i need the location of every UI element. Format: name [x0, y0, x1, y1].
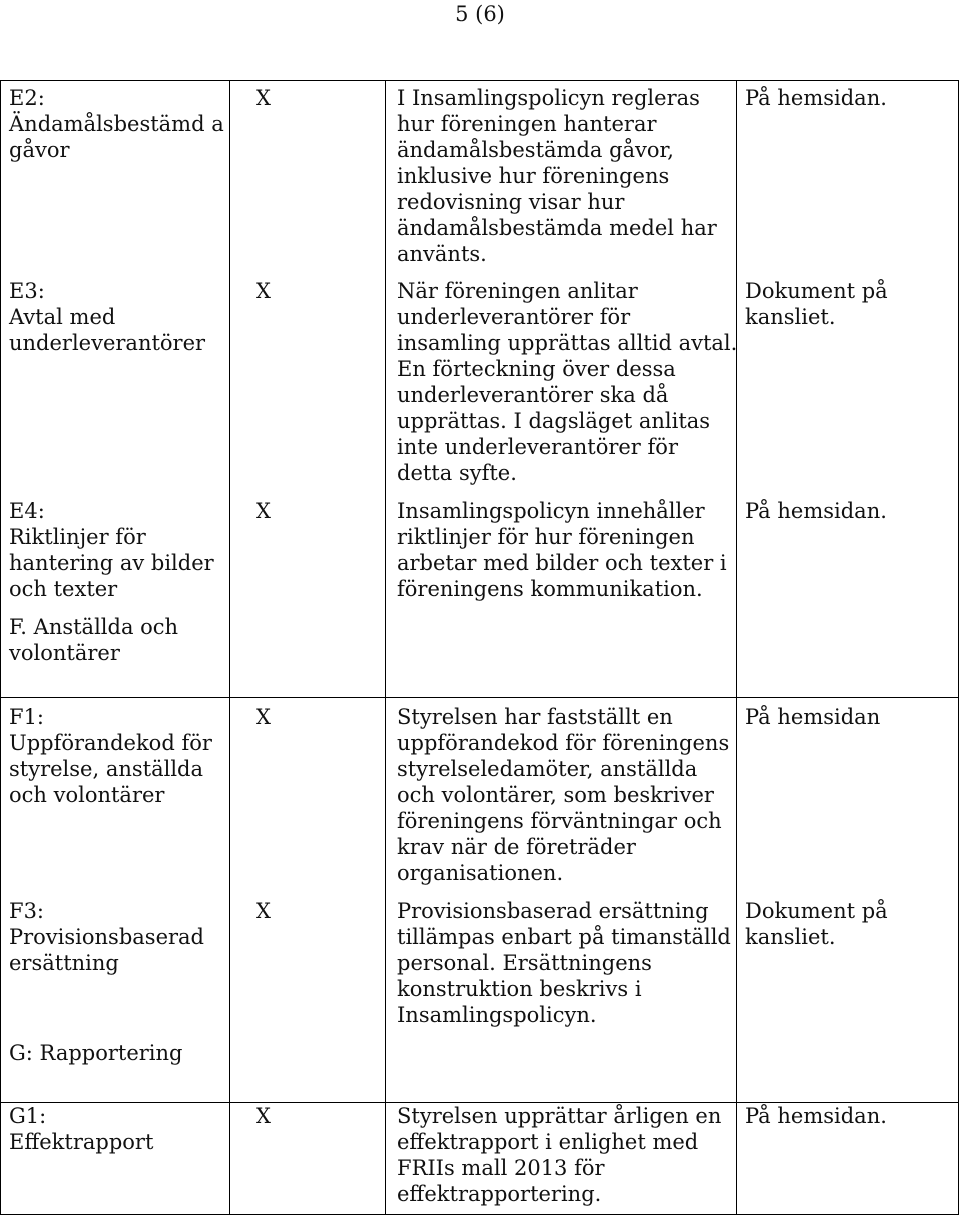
- section-heading: G: Rapportering: [9, 1041, 183, 1065]
- row-description: Provisionsbaserad ersättning tillämpas enbart på timanställd personal. Ersättningens konstruktion beskrivs i Insamlingspolicyn.: [397, 899, 731, 1027]
- row-description: När föreningen anlitar underleverantörer för insamling upprättas alltid avtal. En förteckning över dessa underleverantörer ska då upprättas. I dagsläget anlitas inte underleverantörer för detta syfte.: [397, 279, 738, 485]
- row-title: Avtal med underleverantörer: [9, 305, 206, 355]
- row-title: Uppförandekod för styrelse, anställda och volontärer: [9, 731, 212, 807]
- row-description: I Insamlingspolicyn regleras hur föreningen hanterar ändamålsbestämda gåvor, inklusive hur föreningens redovisning visar hur ändamålsbestämda medel har använts.: [397, 86, 717, 266]
- row-description: Insamlingspolicyn innehåller riktlinjer för hur föreningen arbetar med bilder och texter i föreningens kommunikation.: [397, 499, 727, 601]
- row-code: F1:: [9, 705, 45, 729]
- page-number: 5 (6): [455, 2, 505, 26]
- row-mark: X: [256, 1104, 271, 1128]
- row-location: På hemsidan: [745, 705, 881, 729]
- row-code: G1:: [9, 1104, 47, 1128]
- row-code: E3:: [9, 279, 45, 303]
- row-location: På hemsidan.: [745, 1104, 887, 1128]
- row-mark: X: [256, 705, 271, 729]
- row-title: Riktlinjer för hantering av bilder och texter: [9, 525, 214, 601]
- row-mark: X: [256, 499, 271, 523]
- row-code: E2:: [9, 86, 45, 110]
- row-title: Provisionsbaserad ersättning: [9, 925, 204, 975]
- section-heading: F. Anställda och volontärer: [9, 615, 179, 665]
- row-title: Ändamålsbestämd a gåvor: [9, 112, 224, 162]
- row-title: Effektrapport: [9, 1130, 154, 1154]
- row-code: F3:: [9, 899, 45, 923]
- row-description: Styrelsen upprättar årligen en effektrapport i enlighet med FRIIs mall 2013 för effektrapportering.: [397, 1104, 722, 1206]
- row-location: På hemsidan.: [745, 86, 887, 110]
- row-mark: X: [256, 86, 271, 110]
- row-description: Styrelsen har fastställt en uppförandekod för föreningens styrelseledamöter, anställda och volontärer, som beskriver föreningens förväntningar och krav när de företräder organisationen.: [397, 705, 730, 885]
- row-location: Dokument på kansliet.: [745, 899, 888, 949]
- row-code: E4:: [9, 499, 45, 523]
- row-mark: X: [256, 279, 271, 303]
- row-location: Dokument på kansliet.: [745, 279, 888, 329]
- row-mark: X: [256, 899, 271, 923]
- row-location: På hemsidan.: [745, 499, 887, 523]
